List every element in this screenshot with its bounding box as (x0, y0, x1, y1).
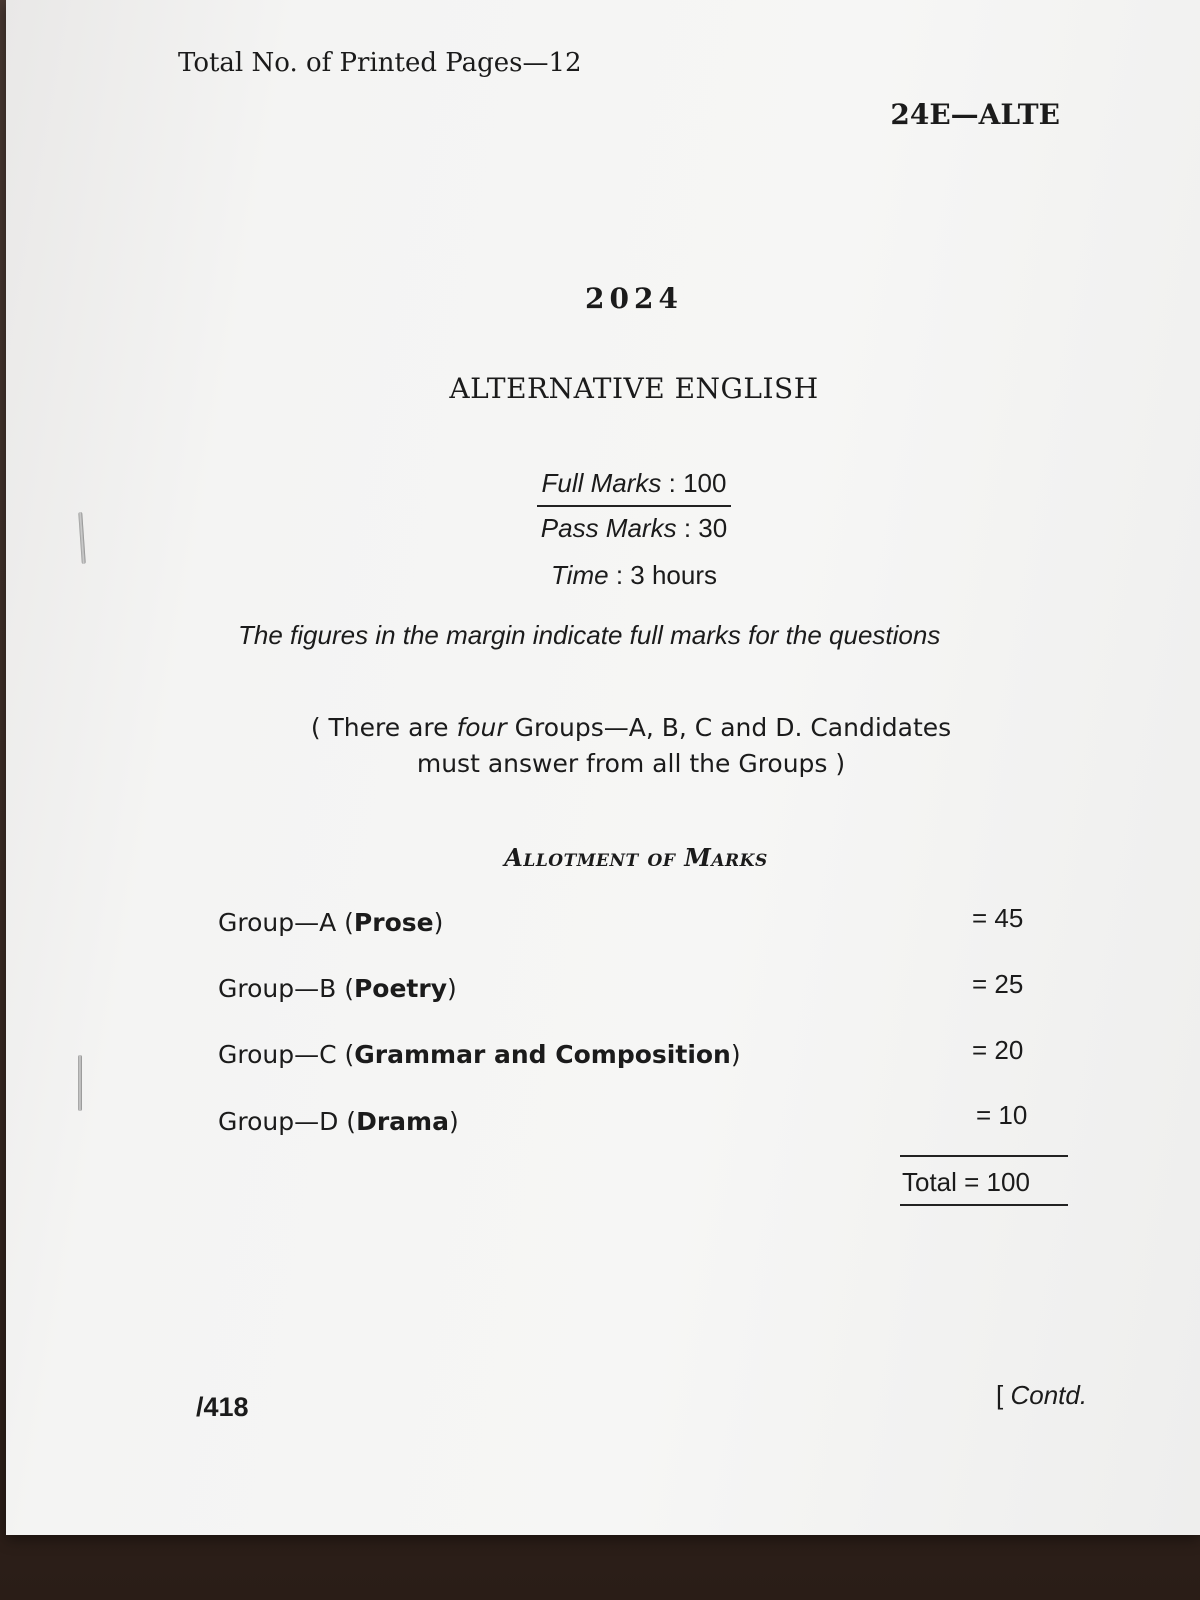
group-b-row (218, 974, 457, 1003)
groups-note-line-2: must answer from all the Groups ) (416, 749, 846, 778)
group-d-marks: = 10 (976, 1100, 1028, 1130)
full-marks-value: : 100 (668, 468, 727, 498)
paper-code: 24E—ALTE (890, 98, 1060, 131)
time-allowed (6, 560, 1200, 591)
contd-text: Contd. (1010, 1380, 1088, 1410)
total-marks: Total = 100 (900, 1155, 1068, 1206)
group-label: Group—B (Poetry) (218, 974, 457, 1003)
full-marks-label: Full Marks (541, 468, 662, 498)
pass-marks (537, 507, 731, 546)
group-c-marks: = 20 (972, 1035, 1024, 1065)
exam-paper-page (6, 0, 1200, 1535)
allotment-heading (6, 843, 1200, 872)
time-label: Time (551, 560, 609, 590)
groups-note (6, 710, 1200, 782)
group-b-marks: = 25 (972, 969, 1024, 999)
group-a-marks: = 45 (972, 903, 1024, 933)
continued-note (996, 1380, 1087, 1411)
group-d-row (218, 1107, 459, 1136)
group-label: Group—C (Grammar and Composition) (218, 1040, 741, 1069)
staple-mark (78, 1055, 82, 1111)
group-label: Group—D (Drama) (218, 1107, 459, 1136)
note-text: Groups—A, B, C and D. Candidates (506, 713, 952, 742)
group-label: Group—A (Prose) (218, 908, 444, 937)
group-a-row (218, 908, 443, 937)
printed-pages-count: Total No. of Printed Pages—12 (178, 48, 582, 78)
groups-note-line-1 (6, 710, 1200, 746)
full-marks (537, 466, 731, 507)
note-text: ( There are (310, 713, 457, 742)
pass-marks-label: Pass Marks (540, 513, 677, 543)
exam-year: 2024 (585, 282, 683, 315)
contd-bracket: [ (996, 1380, 1011, 1410)
subject-title: ALTERNATIVE ENGLISH (449, 372, 819, 405)
note-emphasis: four (456, 713, 507, 742)
pass-marks-value: : 30 (683, 513, 728, 543)
time-value: : 3 hours (615, 560, 717, 590)
marks-block (6, 466, 1200, 546)
footer-code: /418 (196, 1392, 249, 1422)
group-c-row (218, 1040, 741, 1069)
marks-instruction: The figures in the margin indicate full marks for the questions (238, 620, 941, 650)
allotment-heading-text: Allotment of Marks (504, 843, 768, 872)
